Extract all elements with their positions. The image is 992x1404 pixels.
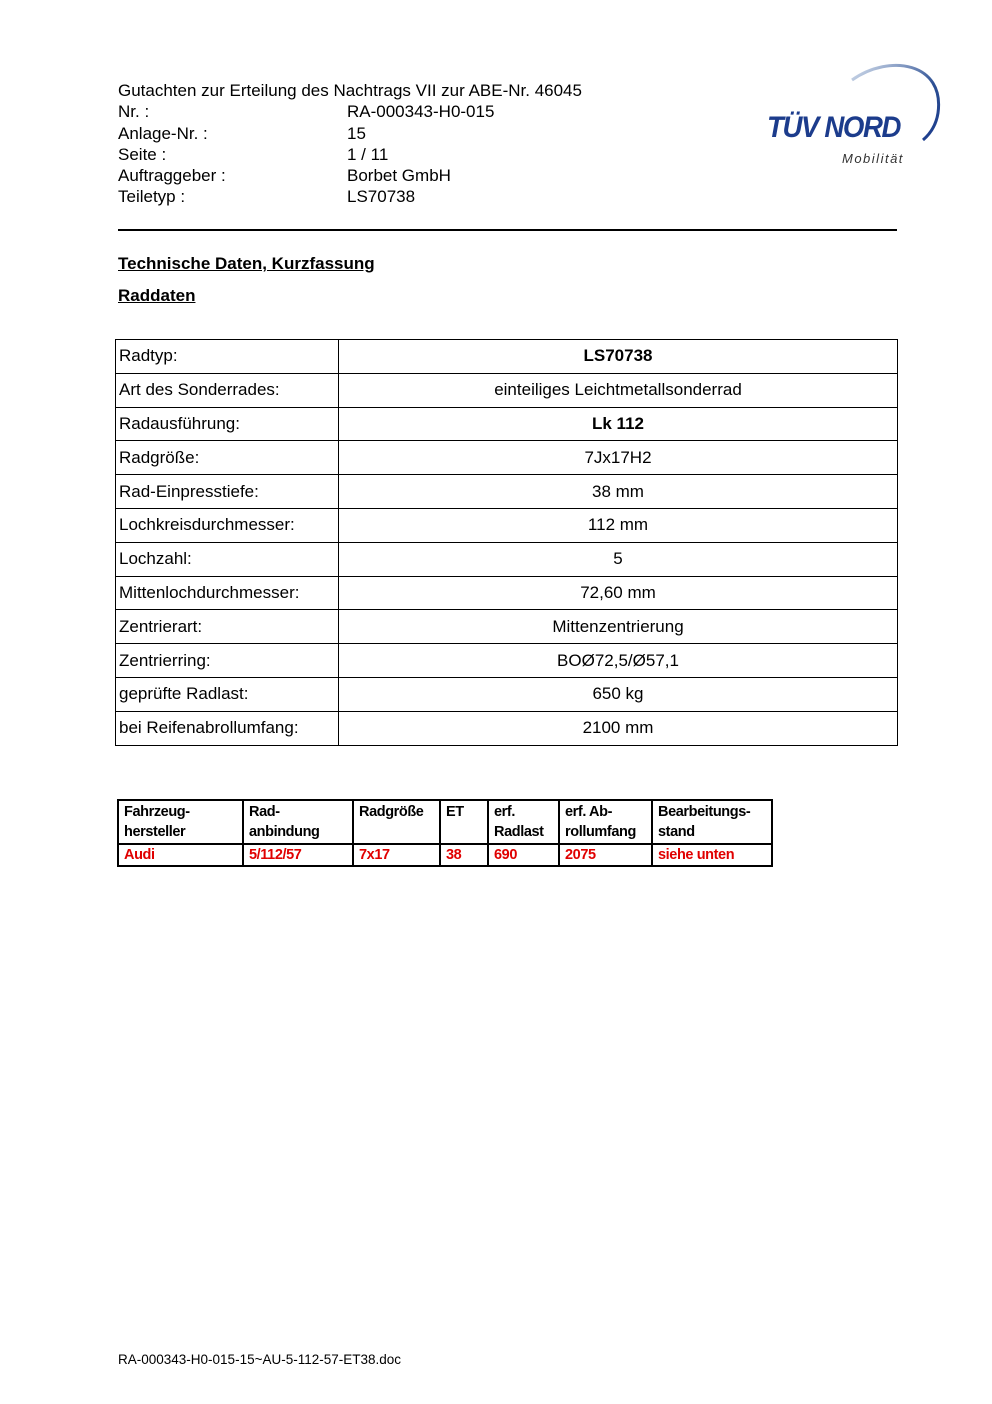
row-label: Mittenlochdurchmesser: [116, 576, 339, 610]
header-field-label: Teiletyp : [118, 187, 186, 207]
row-value: 5 [339, 542, 898, 576]
table-row [116, 508, 898, 542]
header-divider [118, 229, 897, 231]
footer-filename: RA-000343-H0-015-15~AU-5-112-57-ET38.doc [118, 1352, 402, 1367]
row-label: Radtyp: [116, 340, 339, 374]
cell-et: 38 [440, 844, 488, 866]
row-value: 7Jx17H2 [339, 441, 898, 475]
header-field-value: RA-000343-H0-015 [347, 102, 495, 122]
table-row [116, 677, 898, 711]
row-value: 650 kg [339, 677, 898, 711]
row-label: Zentrierring: [116, 644, 339, 678]
row-label: Radausführung: [116, 407, 339, 441]
document-title: Gutachten zur Erteilung des Nachtrags VII zur ABE-Nr. 46045 [118, 81, 582, 100]
header-field-teiletyp [118, 186, 582, 207]
col-bearbeitungsstand: Bearbeitungs- stand [652, 800, 772, 844]
row-value: einteiliges Leichtmetallsonderrad [339, 373, 898, 407]
vehicle-table-header [118, 800, 772, 844]
table-row [116, 407, 898, 441]
table-row [116, 610, 898, 644]
header-field-anlage [118, 123, 582, 144]
row-label: geprüfte Radlast: [116, 677, 339, 711]
col-abrollumfang: erf. Ab- rollumfang [559, 800, 652, 844]
table-row [116, 711, 898, 745]
cell-radanbindung: 5/112/57 [243, 844, 353, 866]
table-row [116, 576, 898, 610]
header-field-label: Seite : [118, 144, 167, 164]
row-value: 38 mm [339, 475, 898, 509]
header-field-auftraggeber [118, 165, 582, 186]
row-value: 72,60 mm [339, 576, 898, 610]
table-row [116, 475, 898, 509]
row-label: Zentrierart: [116, 610, 339, 644]
header-field-label: Anlage-Nr. : [118, 123, 208, 143]
header-field-label: Auftraggeber : [118, 166, 226, 186]
cell-hersteller: Audi [118, 844, 243, 866]
cell-radgroesse: 7x17 [353, 844, 440, 866]
row-label: bei Reifenabrollumfang: [116, 711, 339, 745]
table-row [118, 844, 772, 866]
row-label: Lochzahl: [116, 542, 339, 576]
header-field-value: 1 / 11 [347, 144, 389, 164]
table-row [116, 340, 898, 374]
table-row [116, 441, 898, 475]
header-field-seite [118, 144, 582, 165]
tuev-nord-logo [760, 58, 945, 170]
header-field-label: Nr. : [118, 102, 150, 122]
header-field-value: 15 [347, 123, 366, 143]
table-row [116, 644, 898, 678]
document-header [118, 80, 582, 208]
col-fahrzeughersteller: Fahrzeug- hersteller [118, 800, 243, 844]
raddaten-table [115, 339, 898, 746]
col-et: ET [440, 800, 488, 844]
table-row [116, 373, 898, 407]
subsection-title: Raddaten [118, 286, 196, 305]
row-value: 112 mm [339, 508, 898, 542]
row-label: Art des Sonderrades: [116, 373, 339, 407]
col-radanbindung: Rad- anbindung [243, 800, 353, 844]
logo-brand: TÜV NORD [767, 111, 901, 144]
table-row [116, 542, 898, 576]
row-value: Lk 112 [339, 407, 898, 441]
row-value: 2100 mm [339, 711, 898, 745]
row-label: Lochkreisdurchmesser: [116, 508, 339, 542]
row-label: Rad-Einpresstiefe: [116, 475, 339, 509]
row-value: LS70738 [339, 340, 898, 374]
cell-bearbeitungsstand: siehe unten [652, 844, 772, 866]
row-value: BOØ72,5/Ø57,1 [339, 644, 898, 678]
header-field-value: Borbet GmbH [347, 166, 451, 186]
row-label: Radgröße: [116, 441, 339, 475]
header-field-value: LS70738 [347, 187, 416, 207]
cell-abrollumfang: 2075 [559, 844, 652, 866]
header-field-nr [118, 101, 582, 122]
col-radgroesse: Radgröße [353, 800, 440, 844]
col-radlast: erf. Radlast [488, 800, 559, 844]
cell-radlast: 690 [488, 844, 559, 866]
logo-subtitle: Mobilität [842, 151, 904, 166]
vehicle-table [117, 799, 773, 867]
section-title: Technische Daten, Kurzfassung [118, 254, 375, 273]
row-value: Mittenzentrierung [339, 610, 898, 644]
